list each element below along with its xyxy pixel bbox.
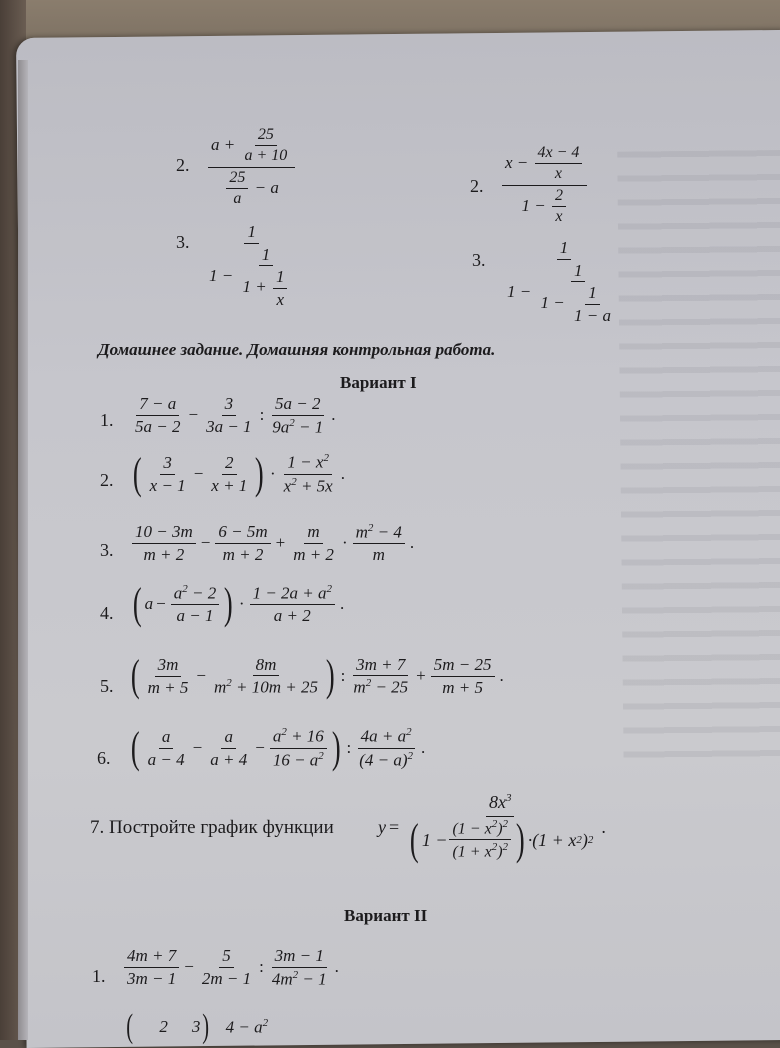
task7-text: 7. Постройте график функции — [90, 817, 334, 838]
exercise-number: 6. — [97, 748, 111, 768]
math-expression: 1 1 − 1 1 + $\frac{1}{x}$ — [204, 222, 299, 309]
function-formula: y = $8x^3$ ( 1 − $\frac{(1 - x^2)^2}{(1 + x^2)^2}$ ) ·(1 + x 2 ) 2 . — [378, 792, 606, 864]
math-expression: x − $\frac{4x - 4}{x}$ 1 − $\frac{2}{x}$ — [500, 144, 589, 227]
exercise-number: 2. — [100, 470, 114, 490]
variant-title: Вариант II — [344, 906, 428, 925]
math-expression: $\frac{10 - 3m}{m + 2}$ − $\frac{6 - 5m}{m + 2}$ + $\frac{m}{m + 2}$ · $\frac{m^2 - 4}{m}$ . — [130, 522, 417, 565]
math-expression-partial: ( 2 3 ) $4 - a^2$ — [126, 1008, 269, 1045]
exercise-number: 2. — [470, 176, 484, 196]
bleed-through-text — [617, 150, 780, 772]
exercise-number: 2. — [176, 155, 190, 175]
exercise-number: 3. — [176, 232, 190, 252]
math-expression: 1 1 − 1 1 − $\frac{1}{1 - a}$ — [507, 238, 611, 325]
math-expression: ( $\frac{a}{a - 4}$ − $\frac{a}{a + 4}$ − $\frac{a^2 + 16}{16 - a^2}$ ) : $\frac{4a + a^2}{(4 - a)^2}$ . — [130, 723, 426, 772]
math-expression: a + $\frac{25}{a + 10}$ $\frac{25}{a}$ − a — [206, 126, 297, 209]
exercise-number: 5. — [100, 676, 114, 696]
exercise-number: 3. — [100, 540, 114, 560]
math-expression: ( $\frac{3m}{m + 5}$ − $\frac{8m}{m^2 + 10m + 25}$ ) : $\frac{3m + 7}{m^2 - 25}$ + $\frac{5m - 25}{m + 5}$ . — [130, 651, 504, 700]
exercise-number: 1. — [92, 966, 106, 986]
homework-heading: Домашнее задание. Домашняя контрольная работа. — [98, 340, 496, 359]
exercise-number: 4. — [100, 603, 114, 623]
exercise-number: 3. — [472, 250, 486, 270]
math-expression: ( $\frac{3}{x - 1}$ − $\frac{2}{x + 1}$ ) · $\frac{1 - x^2}{x^2 + 5x}$ . — [132, 449, 345, 498]
page-stack-edge — [18, 60, 28, 1040]
math-expression: $\frac{4m + 7}{3m - 1}$ − $\frac{5}{2m - 1}$ : $\frac{3m - 1}{4m^2 - 1}$ . — [122, 946, 342, 989]
variant-title: Вариант I — [340, 373, 417, 392]
exercise-number: 1. — [100, 410, 114, 430]
math-expression: $\frac{7 - a}{5a - 2}$ − $\frac{3}{3a - 1}$ : $\frac{5a - 2}{9a^2 - 1}$ . — [135, 394, 336, 437]
math-expression: ( a − $\frac{a^2 - 2}{a - 1}$ ) · $\frac{1 - 2a + a^2}{a + 2}$ . — [132, 579, 345, 628]
